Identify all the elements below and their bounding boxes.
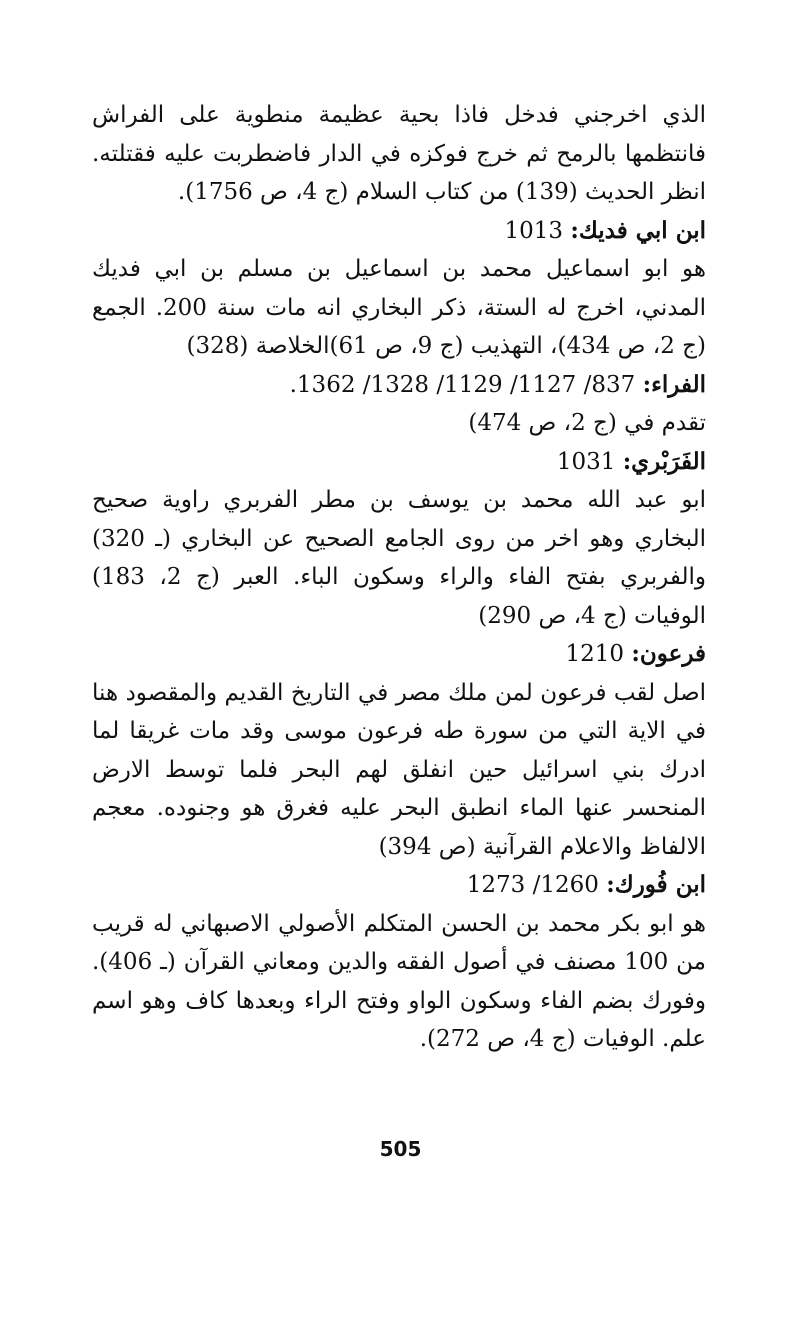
headword: ابن فُورك: xyxy=(606,871,706,898)
entry-body: هو ابو اسماعيل محمد بن اسماعيل بن مسلم بن ابي فديك المدني، اخرج له الستة، ذكر البخاري انه مات سنة 200. الجمع (ج 2، ص 434)، التهذيب (ج 9، ص 61)الخلاصة (328) xyxy=(92,256,706,359)
page-references: 1260/ 1273 xyxy=(466,872,607,898)
headword: الفراء: xyxy=(642,370,706,398)
entry-body: اصل لقب فرعون لمن ملك مصر في التاريخ القديم والمقصود هنا في الاية التي من سورة طه فرعون موسى وقد مات غريقا لما ادرك بني اسرائيل حين انفلق لهم البحر فلما توسط الارض المنحسر عنها الماء انطبق البحر عليه فغرق هو وجنوده. معجم الالفاظ والاعلام القرآنية (ص 394) xyxy=(92,679,706,860)
entry-heading xyxy=(92,212,706,251)
headword: فرعون: xyxy=(631,640,706,667)
entry-heading xyxy=(92,635,706,674)
page-references: 837/ 1127/ 1129/ 1328/ 1362. xyxy=(289,371,643,398)
page-references: 1031 xyxy=(556,448,623,475)
headword: ابن ابي فديك: xyxy=(570,216,706,244)
entry-heading xyxy=(92,443,706,482)
body-text xyxy=(92,96,706,1059)
page-references: 1210 xyxy=(565,641,632,667)
page-references: 1013 xyxy=(504,217,571,244)
entry-heading xyxy=(92,366,706,405)
entry-heading xyxy=(92,866,706,905)
headword: الفَرَبْري: xyxy=(622,447,706,475)
entry-body: تقدم في (ج 2، ص 474) xyxy=(468,410,706,436)
page-number: 505 xyxy=(379,1137,422,1161)
paragraph-continuation: الذي اخرجني فدخل فاذا بحية عظيمة منطوية على الفراش فانتظمها بالرمح ثم خرج فوكزه في الدار فاضطربت عليه فقتلته. انظر الحديث (139) من كتاب السلام (ج 4، ص 1756). xyxy=(92,102,706,205)
entry-body: هو ابو بكر محمد بن الحسن المتكلم الأصولي الاصبهاني له قريب من 100 مصنف في أصول الفقه والدين ومعاني القرآن (ـ 406). وفورك بضم الفاء وسكون الواو وفتح الراء وبعدها كاف وهو اسم علم. الوفيات (ج 4، ص 272). xyxy=(92,910,707,1052)
entry-body: ابو عبد الله محمد بن يوسف بن مطر الفربري راوية صحيح البخاري وهو اخر من روى الجامع الصحيح عن البخاري (ـ 320) والفربري بفتح الفاء والراء وسكون الباء. العبر (ج 2، 183) الوفيات (ج 4، ص 290) xyxy=(92,487,706,629)
